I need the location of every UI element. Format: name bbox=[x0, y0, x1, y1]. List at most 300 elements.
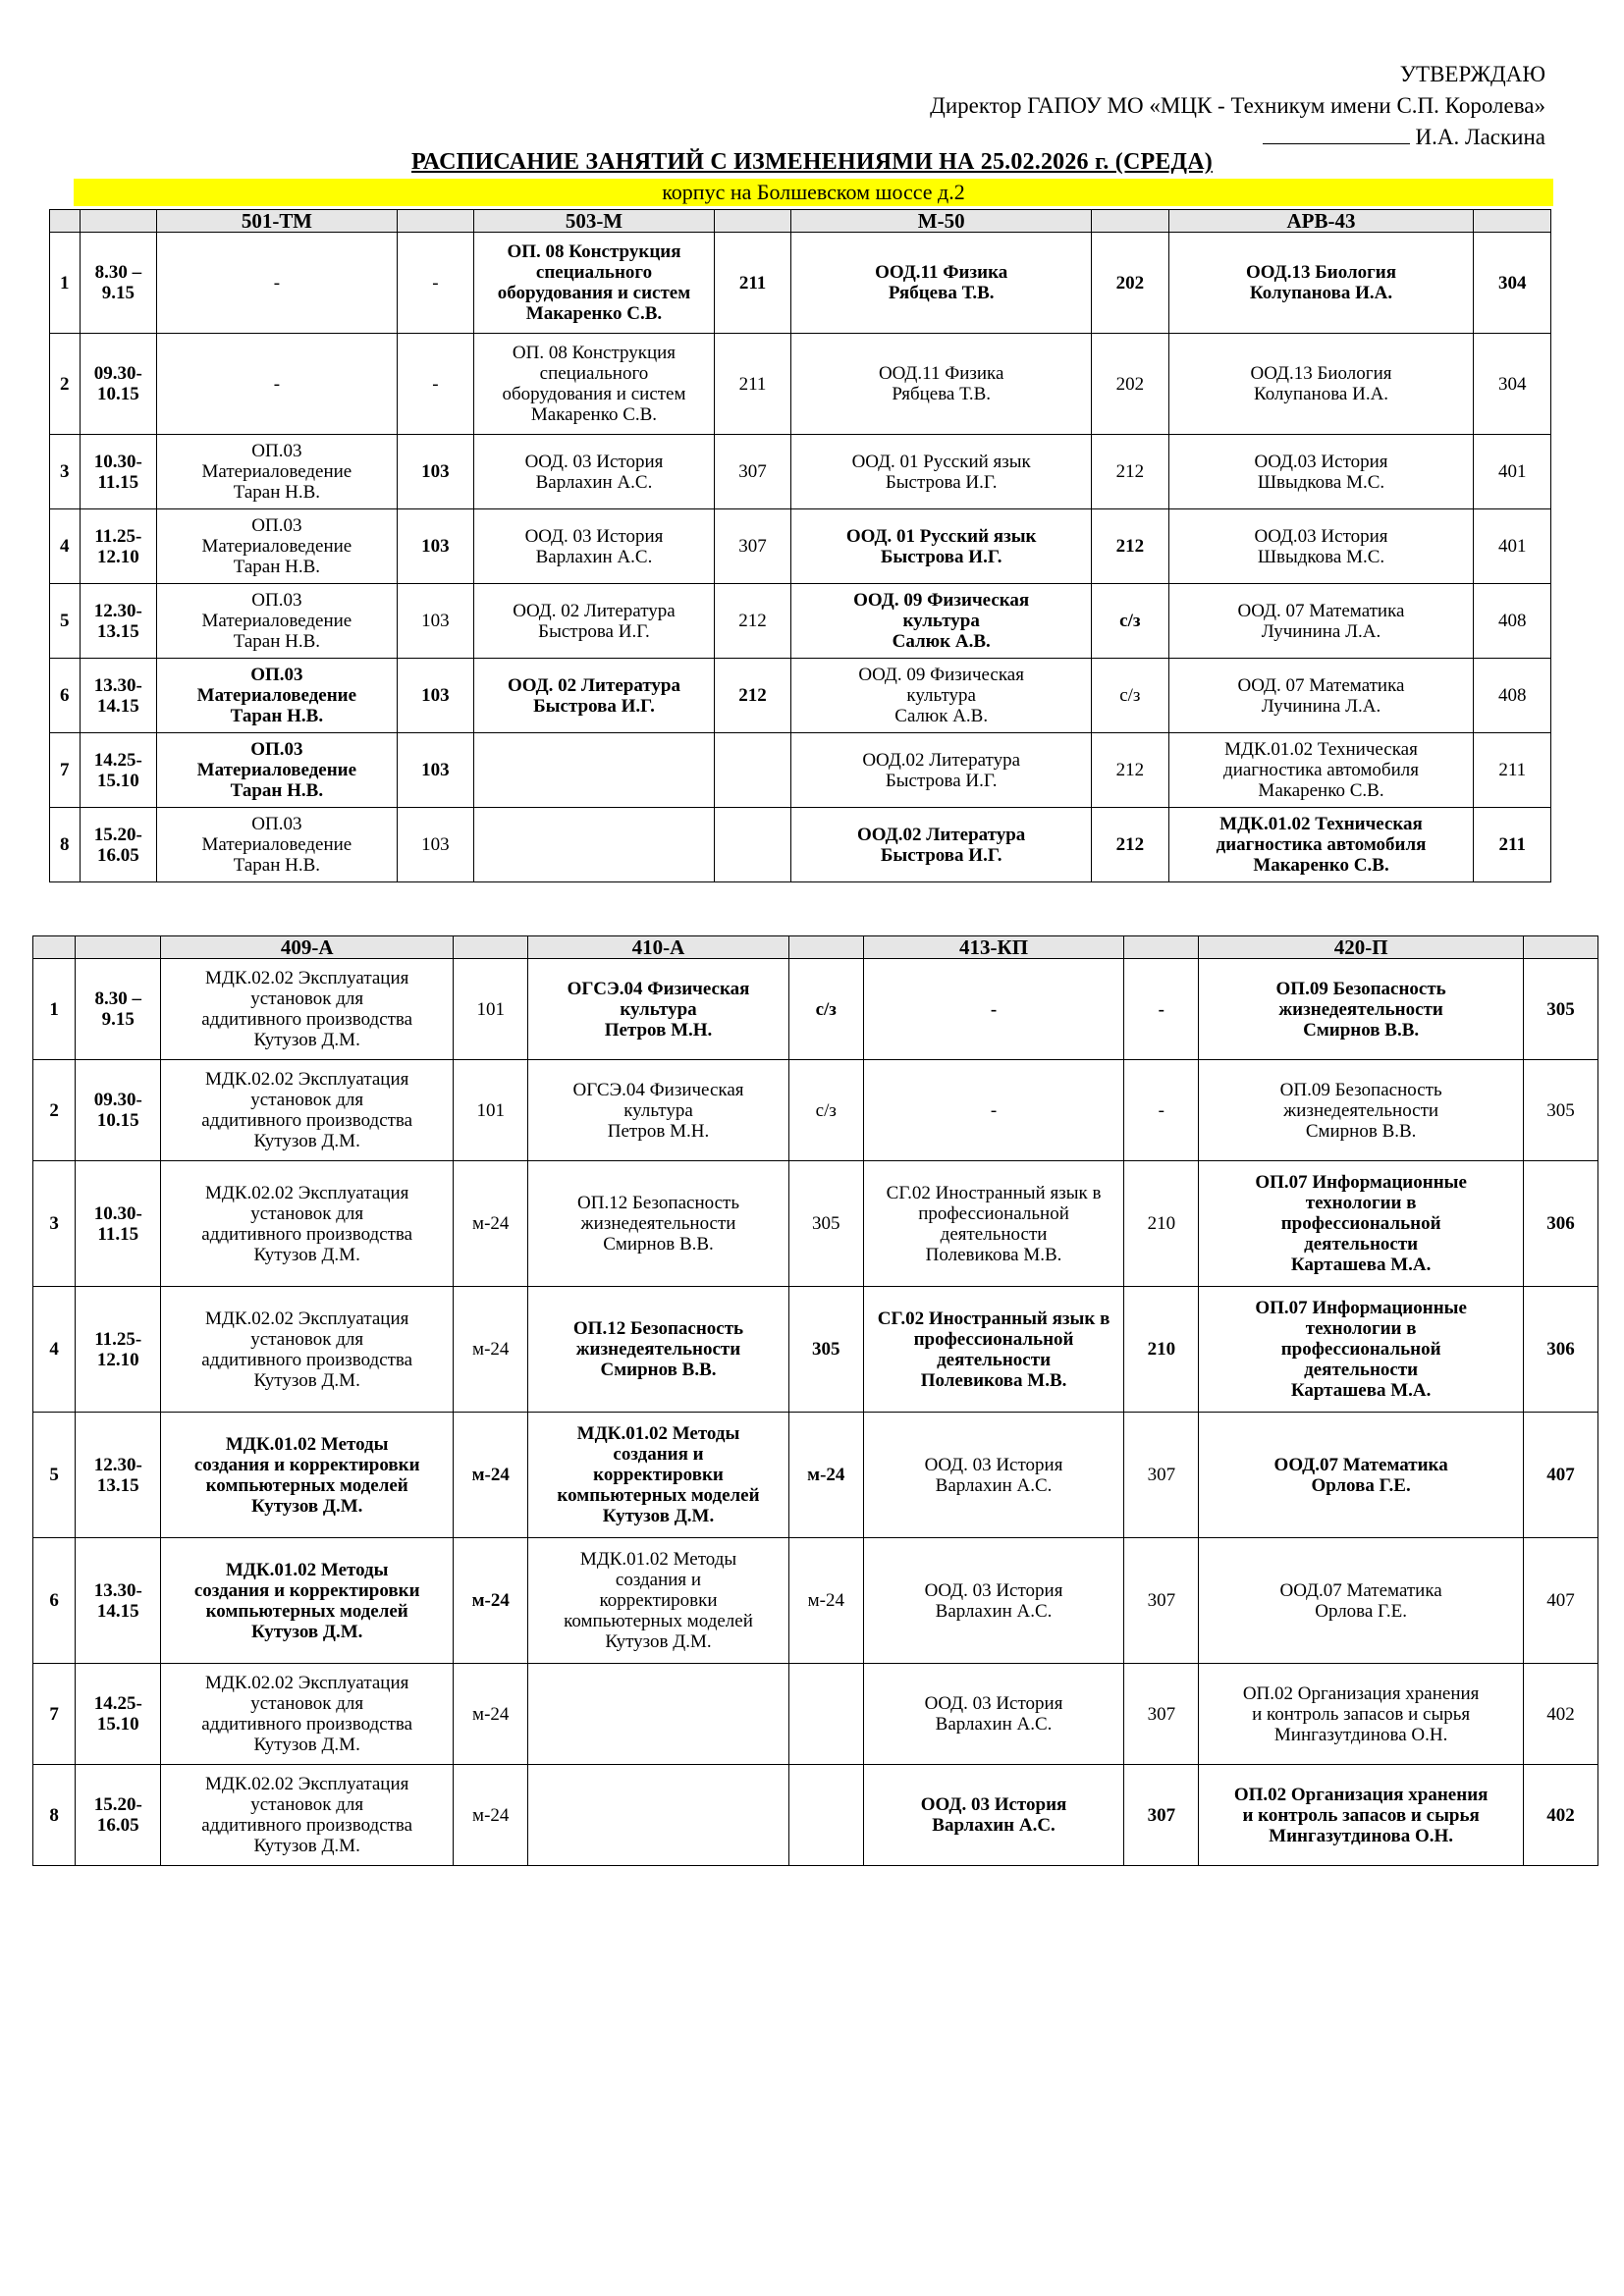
room-cell: 408 bbox=[1474, 659, 1551, 733]
subject-cell bbox=[791, 435, 1092, 509]
room-header bbox=[1092, 210, 1168, 233]
subject-line: СГ.02 Иностранный язык в bbox=[886, 1182, 1102, 1203]
room-cell: 212 bbox=[1092, 509, 1168, 584]
room-cell: 402 bbox=[1523, 1664, 1597, 1765]
time-line: 13.30- bbox=[93, 1579, 142, 1601]
subject-line: СГ.02 Иностранный язык в bbox=[877, 1308, 1110, 1329]
subject-line: деятельности bbox=[940, 1223, 1048, 1245]
subject-line: Материаловедение bbox=[201, 536, 352, 557]
subject-line: Макаренко С.В. bbox=[1258, 780, 1384, 801]
subject-cell bbox=[1168, 584, 1474, 659]
subject-line: Материаловедение bbox=[196, 760, 357, 780]
subject-line: и контроль запасов и сырья bbox=[1252, 1703, 1471, 1725]
subject-line: МДК.01.02 Методы bbox=[579, 1549, 737, 1570]
room-cell bbox=[714, 808, 790, 882]
subject-cell bbox=[161, 1664, 454, 1765]
subject-line: Колупанова И.А. bbox=[1249, 283, 1393, 303]
subject-cell bbox=[157, 435, 398, 509]
lesson-row bbox=[50, 584, 1551, 659]
subject-line: Кутузов Д.М. bbox=[250, 1495, 363, 1517]
subject-line: установок для bbox=[250, 1693, 364, 1714]
lesson-row bbox=[33, 1538, 1598, 1664]
subject-line: Материаловедение bbox=[196, 685, 357, 706]
subject-line: Швыдкова М.С. bbox=[1257, 471, 1385, 493]
room-cell: 408 bbox=[1474, 584, 1551, 659]
room-cell: 305 bbox=[1523, 1060, 1597, 1161]
subject-line: ОП.02 Организация хранения bbox=[1233, 1784, 1489, 1805]
subject-cell bbox=[791, 584, 1092, 659]
signer-name: И.А. Ласкина bbox=[1415, 125, 1545, 149]
room-cell: 401 bbox=[1474, 509, 1551, 584]
subject-line: диагностика автомобиля bbox=[1223, 760, 1419, 780]
subject-line: культура bbox=[620, 998, 697, 1020]
subject-cell bbox=[863, 1287, 1124, 1413]
subject-line: Макаренко С.В. bbox=[1253, 855, 1389, 876]
subject-line: Орлова Г.Е. bbox=[1315, 1600, 1408, 1622]
subject-line: Полевикова М.В. bbox=[925, 1244, 1062, 1265]
subject-line: ОГСЭ.04 Физическая bbox=[567, 978, 750, 999]
lesson-row bbox=[33, 1161, 1598, 1287]
subject-cell bbox=[528, 1765, 789, 1866]
room-cell bbox=[788, 1765, 863, 1866]
time-line: 15.10 bbox=[96, 770, 139, 791]
time-line: 15.20- bbox=[93, 1794, 142, 1815]
subject-line: Кутузов Д.М. bbox=[253, 1735, 360, 1755]
lesson-row bbox=[50, 509, 1551, 584]
subject-cell bbox=[474, 233, 715, 334]
subject-line: установок для bbox=[250, 1202, 364, 1224]
subject-line: профессиональной bbox=[1280, 1339, 1441, 1360]
time-line: 14.15 bbox=[96, 695, 139, 717]
subject-line: Салюк А.В. bbox=[894, 706, 989, 726]
time-line: 11.25- bbox=[94, 1328, 142, 1350]
room-cell: 305 bbox=[788, 1287, 863, 1413]
room-cell: 211 bbox=[714, 334, 790, 435]
subject-line: Варлахин А.С. bbox=[535, 471, 653, 493]
room-cell: 212 bbox=[1092, 435, 1168, 509]
subject-line: МДК.02.02 Эксплуатация bbox=[204, 1069, 409, 1090]
subject-line: Материаловедение bbox=[201, 834, 352, 855]
room-cell: 306 bbox=[1523, 1161, 1597, 1287]
subject-line: культура bbox=[906, 685, 976, 706]
room-cell: 401 bbox=[1474, 435, 1551, 509]
subject-line: ООД. 02 Литература bbox=[513, 600, 676, 621]
subject-cell bbox=[157, 233, 398, 334]
room-cell: 103 bbox=[397, 435, 473, 509]
lesson-number: 8 bbox=[50, 808, 81, 882]
lesson-number: 8 bbox=[33, 1765, 76, 1866]
subject-line: деятельности bbox=[1304, 1360, 1419, 1380]
subject-line: культура bbox=[623, 1099, 693, 1121]
lesson-row bbox=[33, 1413, 1598, 1538]
subject-cell bbox=[474, 584, 715, 659]
lesson-number: 5 bbox=[50, 584, 81, 659]
group-header: АРВ-43 bbox=[1168, 210, 1474, 233]
lesson-time bbox=[76, 1765, 161, 1866]
subject-line: жизнедеятельности bbox=[1283, 1099, 1439, 1121]
subject-cell bbox=[1199, 959, 1524, 1060]
room-cell: м-24 bbox=[454, 1664, 528, 1765]
room-cell: с/з bbox=[788, 959, 863, 1060]
room-cell: 304 bbox=[1474, 334, 1551, 435]
subject-line: ООД. 01 Русский язык bbox=[851, 451, 1031, 472]
subject-line: жизнедеятельности bbox=[1278, 998, 1443, 1020]
subject-line: Кутузов Д.М. bbox=[250, 1621, 363, 1642]
subject-line: установок для bbox=[250, 1090, 364, 1110]
subject-cell bbox=[863, 1664, 1124, 1765]
subject-line: Петров М.Н. bbox=[604, 1019, 713, 1041]
subject-cell bbox=[157, 808, 398, 882]
subject-line: МДК.01.02 Техническая bbox=[1224, 739, 1418, 760]
subject-line: Петров М.Н. bbox=[607, 1120, 710, 1142]
subject-line: Варлахин А.С. bbox=[935, 1714, 1053, 1735]
time-line: 9.15 bbox=[101, 283, 135, 303]
subject-line: создания и bbox=[613, 1444, 704, 1465]
subject-line: Смирнов В.В. bbox=[1303, 1019, 1420, 1041]
lesson-time bbox=[76, 1538, 161, 1664]
group-header: 503-М bbox=[474, 210, 715, 233]
subject-cell bbox=[1168, 733, 1474, 808]
subject-line: Таран Н.В. bbox=[233, 855, 321, 876]
lesson-time bbox=[80, 435, 156, 509]
subject-line: ООД.07 Математика bbox=[1273, 1454, 1448, 1475]
time-line: 09.30- bbox=[93, 363, 142, 384]
subject-line: ООД. 03 История bbox=[924, 1454, 1063, 1475]
header-row bbox=[33, 936, 1598, 959]
time-line: 11.15 bbox=[97, 471, 139, 493]
subject-cell bbox=[791, 233, 1092, 334]
subject-cell bbox=[1199, 1413, 1524, 1538]
time-line: 8.30 – bbox=[94, 262, 142, 283]
subject-cell bbox=[157, 509, 398, 584]
subject-line: Быстрова И.Г. bbox=[880, 546, 1002, 567]
subject-cell bbox=[161, 1060, 454, 1161]
room-cell: м-24 bbox=[454, 1538, 528, 1664]
lesson-time bbox=[80, 509, 156, 584]
time-line: 14.25- bbox=[93, 749, 142, 771]
subject-line: ОП.03 bbox=[250, 665, 303, 685]
time-line: 12.30- bbox=[93, 1454, 142, 1475]
lesson-row bbox=[50, 808, 1551, 882]
subject-line: Быстрова И.Г. bbox=[538, 620, 650, 642]
subject-line: Таран Н.В. bbox=[230, 780, 324, 801]
subject-cell bbox=[157, 334, 398, 435]
subject-cell bbox=[863, 1765, 1124, 1866]
subject-line: компьютерных моделей bbox=[205, 1474, 408, 1496]
subject-cell bbox=[1199, 1287, 1524, 1413]
subject-cell bbox=[528, 1060, 789, 1161]
subject-line: специального bbox=[535, 262, 653, 283]
time-line: 15.10 bbox=[96, 1714, 139, 1735]
subject-line: ОГСЭ.04 Физическая bbox=[572, 1079, 744, 1100]
subject-line: ООД. 03 История bbox=[920, 1794, 1067, 1815]
subject-cell bbox=[1168, 509, 1474, 584]
room-cell: м-24 bbox=[454, 1287, 528, 1413]
lesson-row bbox=[33, 1287, 1598, 1413]
subject-cell bbox=[528, 1538, 789, 1664]
lesson-time bbox=[76, 959, 161, 1060]
time-line: 14.15 bbox=[96, 1600, 139, 1622]
subject-line: ОП.02 Организация хранения bbox=[1242, 1682, 1480, 1704]
subject-line: аддитивного производства bbox=[201, 1349, 413, 1370]
room-cell: 307 bbox=[1124, 1765, 1199, 1866]
room-cell: 212 bbox=[714, 584, 790, 659]
subject-cell bbox=[474, 733, 715, 808]
subject-line: ООД. 01 Русский язык bbox=[845, 525, 1037, 547]
subject-line: Быстрова И.Г. bbox=[880, 844, 1002, 866]
subject-line: - bbox=[990, 1099, 998, 1121]
subject-cell bbox=[161, 1765, 454, 1866]
lesson-row bbox=[50, 435, 1551, 509]
subject-line: Варлахин А.С. bbox=[932, 1815, 1056, 1836]
subject-line: Материаловедение bbox=[201, 461, 352, 482]
time-line: 15.20- bbox=[93, 824, 142, 845]
subject-cell bbox=[1168, 659, 1474, 733]
subject-cell bbox=[474, 659, 715, 733]
subject-line: и контроль запасов и сырья bbox=[1242, 1804, 1480, 1826]
subject-line: МДК.02.02 Эксплуатация bbox=[204, 1182, 409, 1203]
lesson-number: 3 bbox=[33, 1161, 76, 1287]
subject-line: аддитивного производства bbox=[201, 1714, 413, 1735]
subject-line: Рябцева Т.В. bbox=[892, 384, 991, 404]
subject-line: ОП.09 Безопасность bbox=[1279, 1079, 1442, 1100]
director-line: Директор ГАПОУ МО «МЦК - Техникум имени С.П. Королева» bbox=[930, 93, 1545, 118]
time-line: 14.25- bbox=[93, 1693, 142, 1714]
subject-line: специального bbox=[539, 363, 649, 384]
room-cell: с/з bbox=[1092, 584, 1168, 659]
subject-line: профессиональной bbox=[918, 1202, 1069, 1224]
room-cell: 212 bbox=[714, 659, 790, 733]
subject-cell bbox=[528, 1161, 789, 1287]
room-header bbox=[1124, 936, 1199, 959]
room-cell: м-24 bbox=[788, 1538, 863, 1664]
lesson-number: 4 bbox=[50, 509, 81, 584]
subject-cell bbox=[791, 733, 1092, 808]
room-header bbox=[788, 936, 863, 959]
lesson-number: 7 bbox=[33, 1664, 76, 1765]
subject-line: Полевикова М.В. bbox=[920, 1369, 1067, 1391]
room-cell bbox=[714, 733, 790, 808]
subject-line: оборудования и систем bbox=[502, 384, 686, 404]
subject-line: ООД. 07 Математика bbox=[1237, 600, 1405, 621]
schedule-table-1 bbox=[49, 209, 1551, 882]
subject-line: аддитивного производства bbox=[201, 1815, 413, 1836]
room-cell: 101 bbox=[454, 959, 528, 1060]
subject-line: ООД.02 Литература bbox=[857, 824, 1026, 845]
header-blank bbox=[33, 936, 76, 959]
subject-line: Быстрова И.Г. bbox=[885, 471, 998, 493]
subject-line: ОП.03 bbox=[251, 515, 302, 536]
lesson-row bbox=[50, 659, 1551, 733]
subject-line: МДК.02.02 Эксплуатация bbox=[204, 1774, 409, 1794]
header-blank bbox=[76, 936, 161, 959]
room-cell: 212 bbox=[1092, 733, 1168, 808]
approval-block bbox=[662, 59, 1545, 153]
subject-line: аддитивного производства bbox=[201, 1009, 413, 1030]
subject-cell bbox=[1199, 1765, 1524, 1866]
time-line: 10.30- bbox=[93, 451, 142, 472]
lesson-number: 1 bbox=[33, 959, 76, 1060]
time-line: 13.15 bbox=[96, 1474, 139, 1496]
subject-cell bbox=[161, 1287, 454, 1413]
subject-line: установок для bbox=[250, 1794, 364, 1815]
subject-cell bbox=[1199, 1161, 1524, 1287]
room-cell: 307 bbox=[714, 435, 790, 509]
subject-line: диагностика автомобиля bbox=[1216, 834, 1427, 855]
subject-line: МДК.01.02 Методы bbox=[225, 1559, 389, 1580]
subject-line: установок для bbox=[250, 988, 364, 1009]
room-cell: 305 bbox=[788, 1161, 863, 1287]
subject-line: Мингазутдинова О.Н. bbox=[1273, 1724, 1448, 1745]
time-line: 12.30- bbox=[93, 600, 142, 621]
subject-line: МДК.01.02 Методы bbox=[576, 1423, 740, 1444]
subject-line: ОП.03 bbox=[251, 441, 302, 461]
time-line: 11.15 bbox=[97, 1223, 139, 1245]
subject-line: Быстрова И.Г. bbox=[885, 770, 998, 791]
subject-line: ООД.03 История bbox=[1254, 451, 1388, 472]
lesson-number: 1 bbox=[50, 233, 81, 334]
subject-line: Кутузов Д.М. bbox=[253, 1369, 360, 1391]
room-cell: - bbox=[397, 233, 473, 334]
subject-line: Лучинина Л.А. bbox=[1261, 695, 1381, 717]
subject-cell bbox=[474, 435, 715, 509]
time-line: 10.15 bbox=[96, 1110, 139, 1131]
subject-cell bbox=[474, 808, 715, 882]
lesson-time bbox=[76, 1287, 161, 1413]
subject-line: Кутузов Д.М. bbox=[253, 1836, 360, 1856]
subject-line: ООД. 09 Физическая bbox=[853, 590, 1030, 611]
room-cell: м-24 bbox=[454, 1161, 528, 1287]
room-cell: 307 bbox=[1124, 1538, 1199, 1664]
subject-line: ООД. 03 История bbox=[924, 1693, 1063, 1714]
subject-line: культура bbox=[902, 611, 980, 631]
room-header bbox=[397, 210, 473, 233]
room-cell: 103 bbox=[397, 584, 473, 659]
room-cell: 402 bbox=[1523, 1765, 1597, 1866]
subject-cell bbox=[863, 959, 1124, 1060]
subject-cell bbox=[528, 1664, 789, 1765]
subject-line: Варлахин А.С. bbox=[535, 546, 653, 567]
room-header bbox=[1474, 210, 1551, 233]
time-line: 13.30- bbox=[93, 674, 142, 696]
room-cell: - bbox=[1124, 959, 1199, 1060]
subject-line: Таран Н.В. bbox=[233, 631, 321, 652]
room-cell: 210 bbox=[1124, 1287, 1199, 1413]
subject-line: ООД.07 Математика bbox=[1279, 1579, 1442, 1601]
room-cell: 101 bbox=[454, 1060, 528, 1161]
subject-line: ООД. 07 Математика bbox=[1237, 674, 1405, 696]
schedule-table-2 bbox=[32, 935, 1598, 1866]
subject-line: ООД. 03 История bbox=[924, 1579, 1063, 1601]
subject-cell bbox=[528, 1287, 789, 1413]
room-cell: м-24 bbox=[454, 1765, 528, 1866]
room-header bbox=[714, 210, 790, 233]
subject-line: деятельности bbox=[937, 1349, 1052, 1370]
subject-line: ООД. 09 Физическая bbox=[858, 665, 1024, 685]
time-line: 11.25- bbox=[94, 525, 142, 547]
subject-line: аддитивного производства bbox=[201, 1223, 413, 1245]
room-cell: с/з bbox=[788, 1060, 863, 1161]
room-cell: 407 bbox=[1523, 1538, 1597, 1664]
subject-line: Колупанова И.А. bbox=[1253, 384, 1389, 404]
time-line: 12.10 bbox=[96, 546, 139, 567]
lesson-row bbox=[33, 1664, 1598, 1765]
lesson-number: 6 bbox=[33, 1538, 76, 1664]
room-cell: 304 bbox=[1474, 233, 1551, 334]
lesson-row bbox=[33, 959, 1598, 1060]
building-banner: корпус на Болшевском шоссе д.2 bbox=[74, 179, 1553, 206]
header-blank bbox=[80, 210, 156, 233]
subject-line: создания и корректировки bbox=[193, 1579, 420, 1601]
time-line: 16.05 bbox=[96, 1815, 139, 1836]
room-cell: - bbox=[1124, 1060, 1199, 1161]
group-header: 413-КП bbox=[863, 936, 1124, 959]
subject-line: Варлахин А.С. bbox=[935, 1600, 1053, 1622]
subject-line: Таран Н.В. bbox=[230, 706, 324, 726]
room-cell: 202 bbox=[1092, 233, 1168, 334]
time-line: 10.30- bbox=[93, 1202, 142, 1224]
room-cell: 210 bbox=[1124, 1161, 1199, 1287]
subject-line: Карташева М.А. bbox=[1290, 1380, 1432, 1401]
room-cell: 307 bbox=[1124, 1664, 1199, 1765]
subject-cell bbox=[1199, 1664, 1524, 1765]
subject-line: ОП.03 bbox=[251, 590, 302, 611]
subject-line: деятельности bbox=[1304, 1234, 1419, 1255]
subject-line: Карташева М.А. bbox=[1290, 1255, 1432, 1275]
subject-line: аддитивного производства bbox=[201, 1110, 413, 1131]
subject-line: технологии в bbox=[1305, 1318, 1417, 1339]
subject-line: - bbox=[273, 373, 281, 395]
subject-cell bbox=[1168, 808, 1474, 882]
lesson-row bbox=[50, 233, 1551, 334]
lesson-number: 3 bbox=[50, 435, 81, 509]
subject-cell bbox=[157, 584, 398, 659]
subject-line: МДК.02.02 Эксплуатация bbox=[204, 968, 409, 988]
subject-cell bbox=[161, 1161, 454, 1287]
lesson-number: 2 bbox=[33, 1060, 76, 1161]
room-cell: 202 bbox=[1092, 334, 1168, 435]
room-cell: 307 bbox=[1124, 1413, 1199, 1538]
time-line: 8.30 – bbox=[94, 988, 141, 1009]
subject-line: оборудования и систем bbox=[497, 283, 691, 303]
header-row bbox=[50, 210, 1551, 233]
time-line: 9.15 bbox=[101, 1009, 135, 1030]
header-blank bbox=[50, 210, 81, 233]
room-cell: 211 bbox=[714, 233, 790, 334]
lesson-row bbox=[33, 1765, 1598, 1866]
subject-line: ОП. 08 Конструкция bbox=[512, 343, 677, 363]
time-line: 10.15 bbox=[96, 384, 139, 404]
subject-line: компьютерных моделей bbox=[205, 1600, 408, 1622]
subject-cell bbox=[1168, 334, 1474, 435]
subject-line: профессиональной bbox=[913, 1328, 1074, 1350]
room-header bbox=[1523, 936, 1597, 959]
subject-cell bbox=[863, 1161, 1124, 1287]
lesson-time bbox=[80, 733, 156, 808]
room-cell: м-24 bbox=[454, 1413, 528, 1538]
lesson-number: 5 bbox=[33, 1413, 76, 1538]
subject-line: ОП.12 Безопасность bbox=[577, 1193, 739, 1213]
subject-line: Таран Н.В. bbox=[233, 482, 321, 503]
subject-line: Лучинина Л.А. bbox=[1261, 620, 1381, 642]
room-cell: 212 bbox=[1092, 808, 1168, 882]
lesson-number: 2 bbox=[50, 334, 81, 435]
subject-line: Быстрова И.Г. bbox=[533, 695, 655, 717]
room-cell: 211 bbox=[1474, 733, 1551, 808]
room-cell: 307 bbox=[714, 509, 790, 584]
subject-line: ООД. 03 История bbox=[524, 451, 664, 472]
subject-line: МДК.02.02 Эксплуатация bbox=[204, 1308, 409, 1329]
